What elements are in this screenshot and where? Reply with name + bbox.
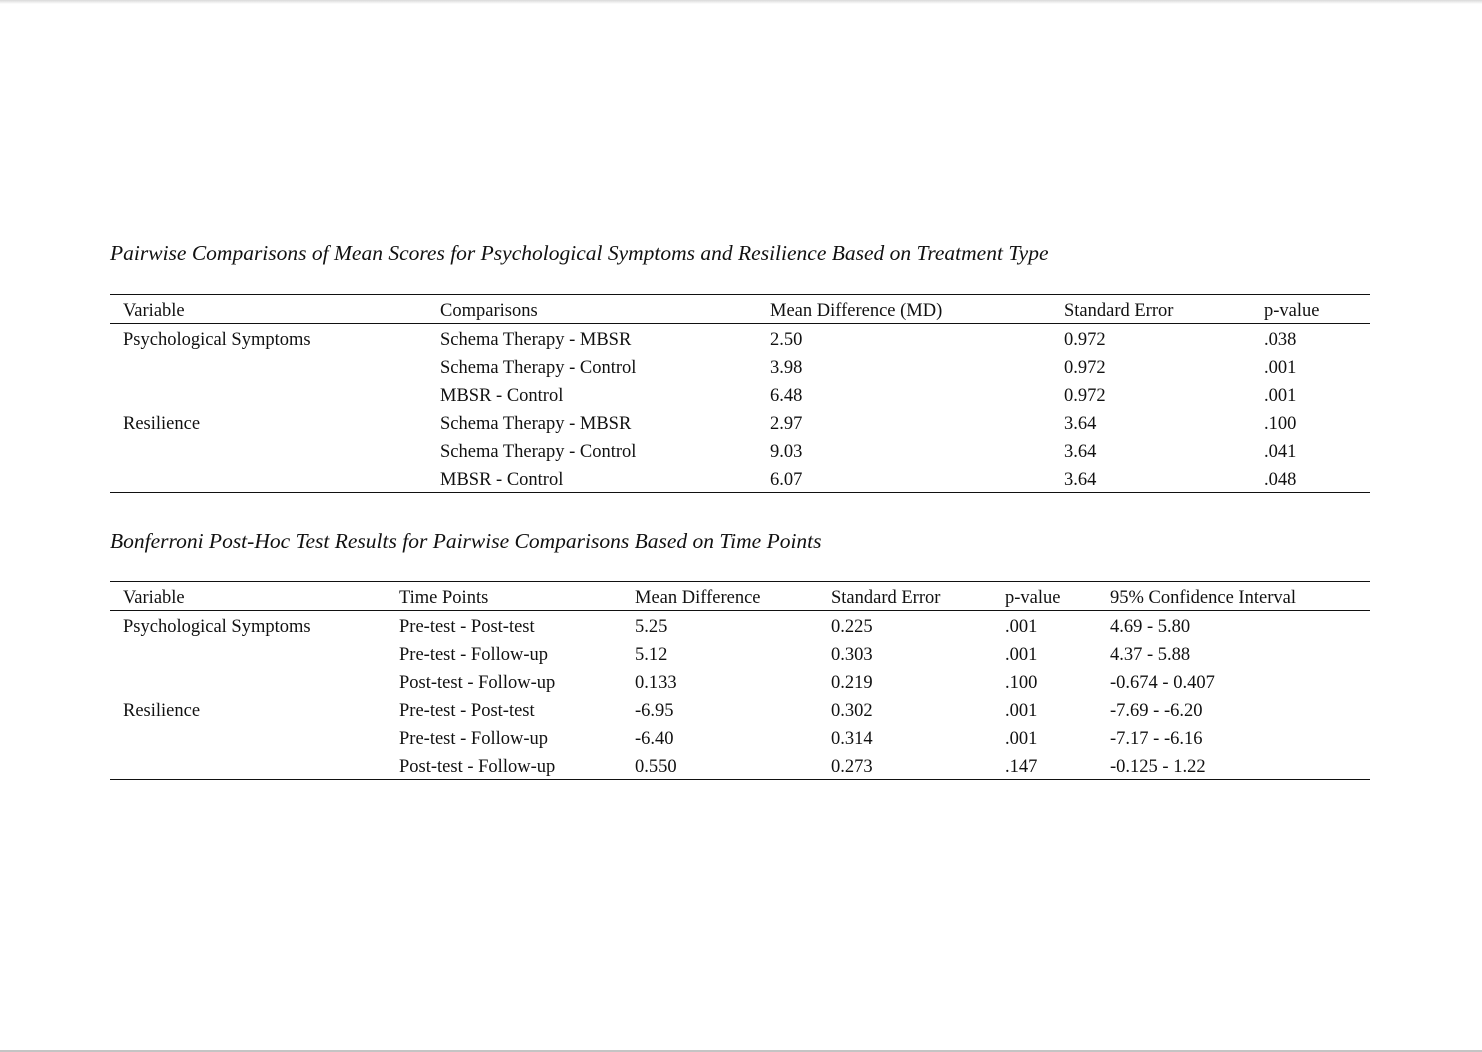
table2-header-row [110, 582, 1370, 611]
standard-error-cell: 0.303 [831, 645, 873, 665]
table1-row [110, 352, 1370, 380]
mean-difference-cell: -6.95 [635, 701, 674, 721]
mean-difference-cell: 2.97 [770, 414, 803, 434]
standard-error-cell: 0.225 [831, 617, 873, 637]
table1-header-comparisons: Comparisons [440, 301, 538, 321]
confidence-interval-cell: -0.125 - 1.22 [1110, 757, 1206, 777]
standard-error-cell: 3.64 [1064, 442, 1097, 462]
p-value-cell: .038 [1264, 330, 1297, 350]
variable-cell: Resilience [123, 414, 201, 434]
standard-error-cell: 0.302 [831, 701, 873, 721]
standard-error-cell: 0.219 [831, 673, 873, 693]
p-value-cell: .001 [1264, 358, 1297, 378]
table2-header-standard-error: Standard Error [831, 588, 941, 608]
table1-row [110, 436, 1370, 464]
standard-error-cell: 0.972 [1064, 386, 1106, 406]
confidence-interval-cell: -0.674 - 0.407 [1110, 673, 1215, 693]
confidence-interval-cell: 4.69 - 5.80 [1110, 617, 1191, 637]
mean-difference-cell: 2.50 [770, 330, 803, 350]
p-value-cell: .048 [1264, 470, 1297, 490]
p-value-cell: .001 [1005, 645, 1038, 665]
mean-difference-cell: 0.550 [635, 757, 677, 777]
table2-header-confidence-interval: 95% Confidence Interval [1110, 588, 1296, 608]
comparison-cell: Schema Therapy - MBSR [440, 414, 632, 434]
standard-error-cell: 0.273 [831, 757, 873, 777]
table1-header-row [110, 295, 1370, 324]
comparison-cell: Schema Therapy - Control [440, 358, 637, 378]
table1-header-variable: Variable [123, 301, 185, 321]
standard-error-cell: 0.314 [831, 729, 873, 749]
table2-row [110, 751, 1370, 779]
p-value-cell: .001 [1264, 386, 1297, 406]
variable-cell: Psychological Symptoms [123, 330, 311, 350]
table1-row [110, 408, 1370, 436]
table1-row [110, 324, 1370, 352]
mean-difference-cell: 5.12 [635, 645, 668, 665]
p-value-cell: .147 [1005, 757, 1038, 777]
mean-difference-cell: 9.03 [770, 442, 803, 462]
standard-error-cell: 3.64 [1064, 414, 1097, 434]
mean-difference-cell: 5.25 [635, 617, 668, 637]
table2 [110, 581, 1370, 780]
table2-header-time-points: Time Points [399, 588, 489, 608]
time-points-cell: Post-test - Follow-up [399, 673, 556, 693]
variable-cell: Resilience [123, 701, 201, 721]
table1-header-standard-error: Standard Error [1064, 301, 1174, 321]
table2-caption: Bonferroni Post-Hoc Test Results for Pairwise Comparisons Based on Time Points [110, 529, 822, 553]
p-value-cell: .001 [1005, 729, 1038, 749]
mean-difference-cell: 6.07 [770, 470, 803, 490]
table1-row [110, 464, 1370, 492]
comparison-cell: MBSR - Control [440, 386, 564, 406]
time-points-cell: Pre-test - Post-test [399, 701, 535, 721]
standard-error-cell: 0.972 [1064, 330, 1106, 350]
table1-caption: Pairwise Comparisons of Mean Scores for Psychological Symptoms and Resilience Based on Treatment Type [110, 241, 1049, 265]
time-points-cell: Pre-test - Follow-up [399, 645, 549, 665]
mean-difference-cell: 6.48 [770, 386, 803, 406]
time-points-cell: Post-test - Follow-up [399, 757, 556, 777]
table2-row [110, 695, 1370, 723]
standard-error-cell: 3.64 [1064, 470, 1097, 490]
confidence-interval-cell: -7.69 - -6.20 [1110, 701, 1203, 721]
comparison-cell: Schema Therapy - MBSR [440, 330, 632, 350]
table1-row [110, 380, 1370, 408]
mean-difference-cell: 0.133 [635, 673, 677, 693]
p-value-cell: .001 [1005, 617, 1038, 637]
comparison-cell: Schema Therapy - Control [440, 442, 637, 462]
table2-row [110, 639, 1370, 667]
table2-header-mean-difference: Mean Difference [635, 588, 761, 608]
variable-cell: Psychological Symptoms [123, 617, 311, 637]
page-top-edge [0, 0, 1482, 4]
table2-row [110, 667, 1370, 695]
confidence-interval-cell: -7.17 - -6.16 [1110, 729, 1203, 749]
standard-error-cell: 0.972 [1064, 358, 1106, 378]
comparison-cell: MBSR - Control [440, 470, 564, 490]
p-value-cell: .100 [1264, 414, 1297, 434]
table1-header-mean-difference: Mean Difference (MD) [770, 301, 943, 321]
table2-header-variable: Variable [123, 588, 185, 608]
confidence-interval-cell: 4.37 - 5.88 [1110, 645, 1191, 665]
p-value-cell: .001 [1005, 701, 1038, 721]
table1-header-p-value: p-value [1264, 301, 1320, 321]
p-value-cell: .041 [1264, 442, 1297, 462]
time-points-cell: Pre-test - Follow-up [399, 729, 549, 749]
mean-difference-cell: 3.98 [770, 358, 803, 378]
table2-row [110, 611, 1370, 639]
table1 [110, 294, 1370, 493]
table2-header-p-value: p-value [1005, 588, 1061, 608]
time-points-cell: Pre-test - Post-test [399, 617, 535, 637]
p-value-cell: .100 [1005, 673, 1038, 693]
table2-row [110, 723, 1370, 751]
mean-difference-cell: -6.40 [635, 729, 674, 749]
